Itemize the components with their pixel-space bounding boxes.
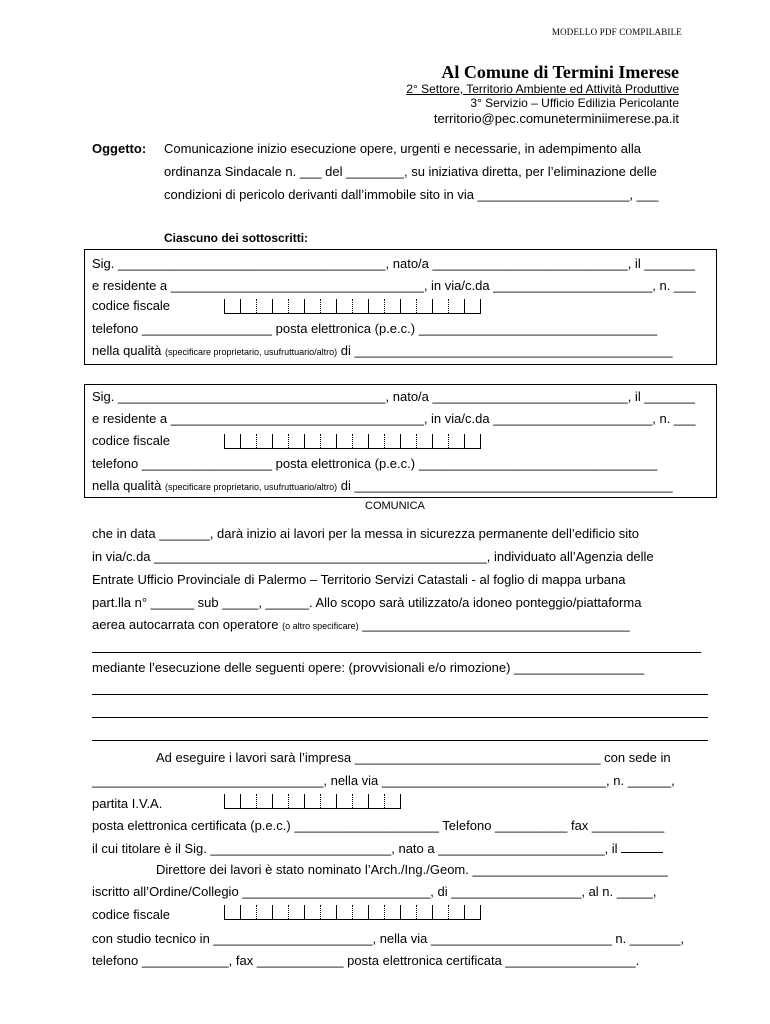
- blank-line-1[interactable]: [92, 652, 701, 653]
- person-2-residente[interactable]: e residente a ___________________________________, in via/c.da ______________________, n. ___: [92, 411, 696, 426]
- impresa-line[interactable]: Ad eseguire i lavori sarà l’impresa __________________________________ con sede in: [156, 750, 671, 765]
- person-1-cf-boxes[interactable]: [224, 299, 481, 314]
- person-1-cf-label: codice fiscale: [92, 298, 171, 313]
- direttore-cf-row: [92, 907, 170, 922]
- person-2-cf-boxes[interactable]: [224, 434, 481, 449]
- person-1-qualita-field[interactable]: di ____________________________________________: [340, 343, 673, 358]
- person-2-cf-row: [92, 433, 170, 448]
- oggetto-line-3: condizioni di pericolo derivanti dall’immobile sito in via _____________________, ___: [164, 187, 659, 202]
- body-line-4[interactable]: part.lla n° ______ sub _____, ______. Allo scopo sarà utilizzato/a idoneo ponteggio/piattaforma: [92, 595, 642, 610]
- titolare-line[interactable]: [92, 841, 663, 856]
- settore-line: 2° Settore, Territorio Ambiente ed Attività Produttive: [406, 82, 679, 96]
- direttore-line[interactable]: Direttore dei lavori è stato nominato l’Arch./Ing./Geom. ___________________________: [156, 862, 668, 877]
- body-line-3: Entrate Ufficio Provinciale di Palermo – Territorio Servizi Catastali - al foglio di mappa urbana: [92, 572, 626, 587]
- operatore-text: aerea autocarrata con operatore: [92, 617, 279, 632]
- body-line-2[interactable]: in via/c.da ______________________________________________, individuato all’Agenzia delle: [92, 549, 654, 564]
- person-1-residente[interactable]: e residente a ___________________________________, in via/c.da ______________________, n. ___: [92, 278, 696, 293]
- person-2-cf-label: codice fiscale: [92, 433, 171, 448]
- person-2-qualita-row[interactable]: [92, 478, 673, 493]
- piva-boxes[interactable]: [224, 794, 401, 809]
- person-1-cf-row: [92, 298, 170, 313]
- person-1-qualita-row[interactable]: [92, 343, 673, 358]
- titolare-text[interactable]: il cui titolare è il Sig. _________________________, nato a _______________________, il: [92, 841, 618, 856]
- direttore-cf-boxes[interactable]: [224, 905, 481, 920]
- oggetto-line-1: Comunicazione inizio esecuzione opere, urgenti e necessarie, in adempimento alla: [164, 141, 641, 156]
- person-2-qualita-note: (specificare proprietario, usufruttuario/altro): [165, 482, 338, 492]
- piva-label: partita I.V.A.: [92, 796, 163, 811]
- servizio-line: 3° Servizio – Ufficio Edilizia Pericolante: [470, 96, 679, 110]
- person-2-sig[interactable]: Sig. _____________________________________, nato/a ___________________________, il _______: [92, 389, 695, 404]
- person-2-qualita-label: nella qualità: [92, 478, 162, 493]
- studio-line[interactable]: con studio tecnico in ______________________, nella via _________________________ n. _______,: [92, 931, 685, 946]
- piva-row: [92, 796, 162, 811]
- direttore-cf-label: codice fiscale: [92, 907, 171, 922]
- blank-line-3[interactable]: [92, 717, 708, 718]
- titolare-date-field[interactable]: [621, 842, 663, 853]
- pec-address: territorio@pec.comuneterminiimerese.pa.it: [433, 111, 679, 126]
- altro-field[interactable]: _____________________________________: [362, 617, 630, 632]
- person-2-telefono[interactable]: telefono __________________ posta elettronica (p.e.c.) _________________________________: [92, 456, 658, 471]
- direttore-telefono-line[interactable]: telefono ____________, fax ____________ posta elettronica certificata __________________.: [92, 953, 640, 968]
- blank-line-2[interactable]: [92, 694, 708, 695]
- person-1-sig[interactable]: Sig. _____________________________________, nato/a ___________________________, il _______: [92, 256, 695, 271]
- person-1-telefono[interactable]: telefono __________________ posta elettronica (p.e.c.) _________________________________: [92, 321, 658, 336]
- ordine-line[interactable]: iscritto all’Ordine/Collegio __________________________, di __________________, al n. _____,: [92, 884, 657, 899]
- person-1-qualita-label: nella qualità: [92, 343, 162, 358]
- person-1-qualita-note: (specificare proprietario, usufruttuario/altro): [165, 347, 338, 357]
- modello-label: MODELLO PDF COMPILABILE: [551, 27, 682, 37]
- opere-line[interactable]: mediante l’esecuzione delle seguenti opere: (provvisionali e/o rimozione) __________________: [92, 660, 645, 675]
- altro-note: (o altro specificare): [282, 621, 359, 631]
- comunica-heading: COMUNICA: [365, 500, 425, 512]
- impresa-pec-line[interactable]: posta elettronica certificata (p.e.c.) ____________________ Telefono __________ fax __________: [92, 818, 665, 833]
- oggetto-label: Oggetto:: [92, 141, 147, 156]
- sottoscritti-heading: Ciascuno dei sottoscritti:: [164, 231, 309, 245]
- oggetto-line-2: ordinanza Sindacale n. ___ del ________, su iniziativa diretta, per l’eliminazione delle: [164, 164, 657, 179]
- body-line-1[interactable]: che in data _______, darà inizio ai lavori per la messa in sicurezza permanente dell’edificio sito: [92, 526, 640, 541]
- blank-line-4[interactable]: [92, 740, 708, 741]
- sede-line[interactable]: ________________________________, nella via _______________________________, n. ______,: [92, 773, 675, 788]
- body-line-5[interactable]: [92, 617, 630, 632]
- recipient-title: Al Comune di Termini Imerese: [441, 62, 679, 82]
- person-2-qualita-field[interactable]: di ____________________________________________: [340, 478, 673, 493]
